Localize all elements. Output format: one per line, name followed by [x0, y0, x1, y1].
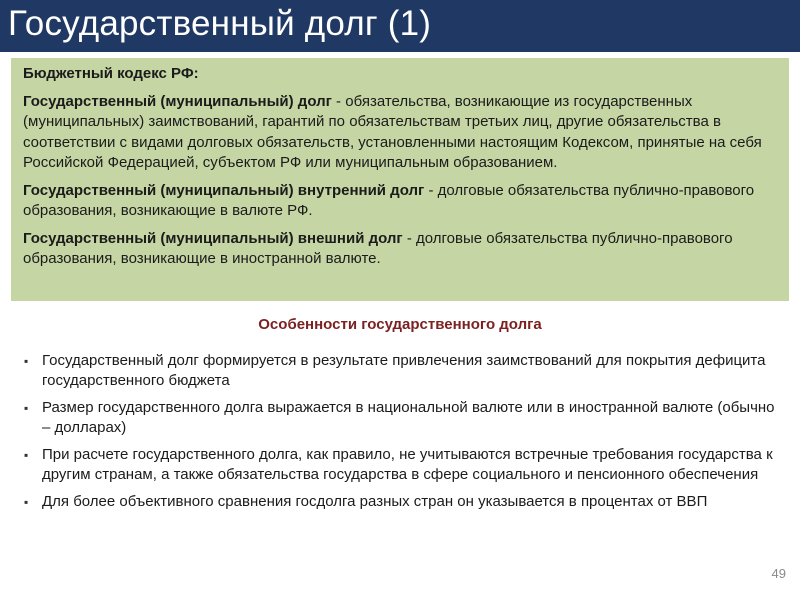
definition-public-debt	[23, 92, 777, 174]
features-title: Особенности государственного долга	[258, 316, 542, 333]
list-item-text: Государственный долг формируется в результате привлечения заимствований для покрытия дефицита государственного бюджета	[42, 352, 766, 389]
list-item	[20, 445, 782, 485]
features-list	[20, 351, 782, 519]
definition-heading: Бюджетный кодекс РФ:	[23, 65, 199, 82]
list-item	[20, 492, 782, 512]
definition-external-debt	[23, 229, 777, 270]
bullet-icon: ▪	[24, 448, 29, 462]
definition-internal-debt	[23, 181, 777, 222]
bullet-icon: ▪	[24, 401, 29, 415]
list-item-text: При расчете государственного долга, как правило, не учитываются встречные требования государства к другим странам, а также обязательства государства в сфере социального и пенсионного обеспечения	[42, 446, 773, 483]
definition-term: Государственный (муниципальный) внутренний долг	[23, 181, 425, 199]
definition-box	[11, 58, 789, 301]
list-item-text: Для более объективного сравнения госдолга разных стран он указывается в процентах от ВВП	[42, 493, 708, 510]
definition-text: - обязательства, возникающие из государственных (муниципальных) заимствований, гарантий по обязательствам третьих лиц, другие обязательства в соответствии с видами долговых обязательств, установленными настоящим Кодексом, принятые на себя Российской Федерацией, субъектом РФ или муниципальным образованием.	[23, 92, 762, 171]
definition-text: - долговые обязательства публично-правового образования, возникающие в валюте РФ.	[23, 181, 755, 219]
list-item	[20, 351, 782, 391]
bullet-icon: ▪	[24, 354, 29, 368]
definition-term: Государственный (муниципальный) долг	[23, 92, 332, 110]
title-bar	[0, 0, 800, 52]
slide-title: Государственный долг (1)	[8, 4, 432, 43]
bullet-icon: ▪	[24, 495, 29, 509]
list-item-text: Размер государственного долга выражается в национальной валюте или в иностранной валюте (обычно – долларах)	[42, 399, 775, 436]
page-number: 49	[771, 566, 786, 581]
definition-term: Государственный (муниципальный) внешний долг	[23, 229, 403, 247]
list-item	[20, 398, 782, 438]
definition-text: - долговые обязательства публично-правового образования, возникающие в иностранной валюте.	[23, 229, 733, 267]
